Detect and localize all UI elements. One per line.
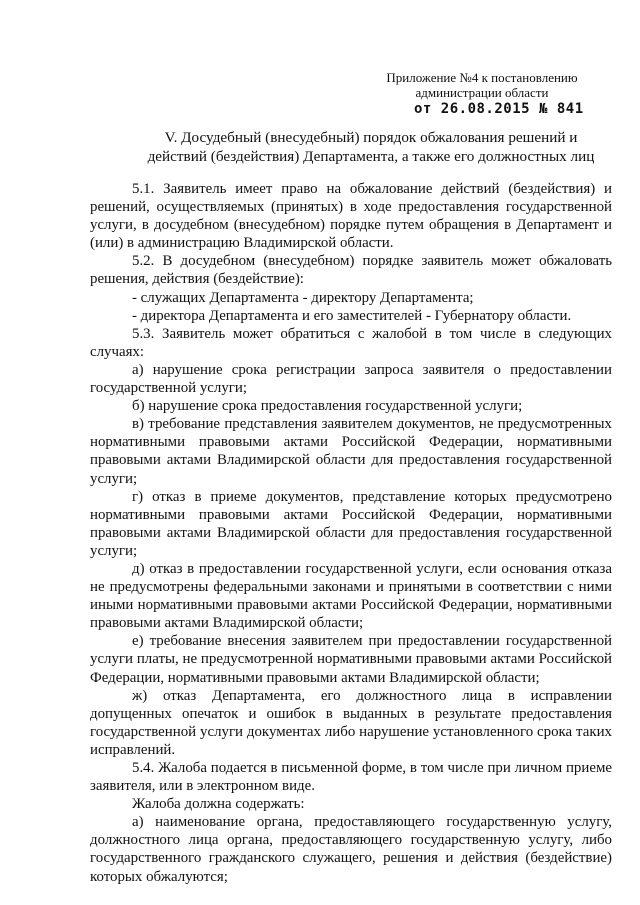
paragraph: 5.3. Заявитель может обратиться с жалобой в том числе в следующих случаях:	[90, 325, 612, 360]
paragraph: Жалоба должна содержать:	[132, 796, 305, 813]
paragraph: г) отказ в приеме документов, представление которых предусмотрено нормативными правовыми актами Российской Федерации, нормативными правовыми актами Владимирской области для предоставления государственной услуги;	[90, 488, 612, 559]
paragraph: 5.1. Заявитель имеет право на обжалование действий (бездействия) и решений, осуществляемых (принятых) в ходе предоставления государственной услуги, в досудебном (внесудебном) порядке путем обращения в Департамент и (или) в администрацию Владимирской области.	[90, 181, 612, 252]
paragraph: 5.2. В досудебном (внесудебном) порядке заявитель может обжаловать решения, действия (бездействие):	[90, 253, 612, 288]
annex-line-2: администрации области	[415, 85, 549, 100]
paragraph: а) наименование органа, предоставляющего государственную услугу, должностного лица органа, предоставляющего государственную услугу, либо государственного гражданского служащего, решения и действия (бездействие) которых обжалуются;	[90, 814, 612, 885]
paragraph: - служащих Департамента - директору Департамента;	[132, 289, 474, 306]
paragraph: б) нарушение срока предоставления государственной услуги;	[132, 398, 523, 415]
section-title: V. Досудебный (внесудебный) порядок обжалования решений и действий (бездействия) Департамента, а также его должностных лиц	[147, 129, 595, 165]
resolution-date-stamp: от 26.08.2015 № 841	[414, 101, 584, 117]
paragraph: 5.4. Жалоба подается в письменной форме, в том числе при личном приеме заявителя, или в электронном виде.	[90, 760, 612, 795]
paragraph: д) отказ в предоставлении государственной услуги, если основания отказа не предусмотрены федеральными законами и принятыми в соответствии с ними иными нормативными правовыми актами Российской Федерации, нормативными правовыми актами Владимирской области;	[90, 560, 612, 632]
paragraph: ж) отказ Департамента, его должностного лица в исправлении допущенных опечаток и ошибок в выданных в результате предоставления государственной услуги документах либо нарушение установленного срока таких исправлений.	[90, 687, 612, 758]
paragraph: е) требование внесения заявителем при предоставлении государственной услуги платы, не предусмотренной нормативными правовыми актами Российской Федерации, нормативными правовыми актами Владимирской области;	[90, 633, 612, 686]
document-body	[90, 180, 612, 886]
paragraph: а) нарушение срока регистрации запроса заявителя о предоставлении государственной услуги;	[90, 361, 612, 397]
paragraph: в) требование представления заявителем документов, не предусмотренных нормативными правовыми актами Российской Федерации, нормативными правовыми актами Владимирской области для предоставления государственной услуги;	[90, 416, 612, 487]
annex-line-1: Приложение №4 к постановлению	[386, 70, 578, 85]
paragraph: - директора Департамента и его заместителей - Губернатору области.	[132, 307, 572, 324]
annex-header	[362, 70, 602, 100]
